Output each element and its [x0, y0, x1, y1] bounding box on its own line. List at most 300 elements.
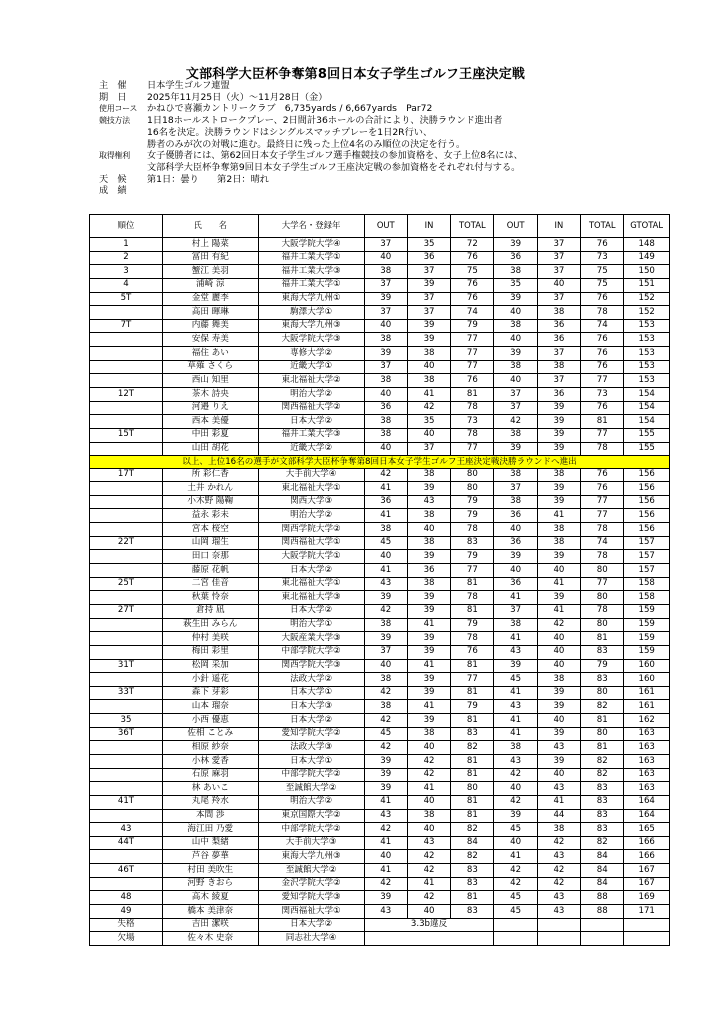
cell-rank: 17T	[90, 468, 163, 482]
cell-day2-total: 83	[581, 823, 624, 837]
cell-gtotal: 157	[624, 564, 670, 578]
table-row	[90, 755, 670, 769]
table-row	[90, 850, 670, 864]
cell-day1-total: 81	[451, 714, 494, 728]
cell-day1-total: 79	[451, 550, 494, 564]
cell-day2-out: 40	[494, 564, 537, 578]
cell-day2-out: 42	[494, 768, 537, 782]
cell-day2-out: 43	[494, 700, 537, 714]
cell-rank	[90, 782, 163, 796]
cell-day2-out: 39	[494, 292, 537, 306]
cell-rank: 49	[90, 905, 163, 919]
cell-day2-total: 77	[581, 577, 624, 591]
cell-name: 村田 美吹生	[162, 864, 258, 878]
cell-university: 日本大学①	[258, 755, 364, 769]
cell-university: 至誠館大学②	[258, 782, 364, 796]
cell-day2-out: 41	[494, 850, 537, 864]
cell-name: 田口 奈那	[162, 550, 258, 564]
format-label: 競技方法	[99, 116, 130, 126]
dq-note: 3.3b違反	[364, 918, 494, 932]
cell-day1-in: 39	[407, 673, 450, 687]
cell-rank	[90, 768, 163, 782]
table-row	[90, 809, 670, 823]
table-row	[90, 714, 670, 728]
cell-day2-total: 80	[581, 591, 624, 605]
cell-gtotal: 156	[624, 468, 670, 482]
table-row	[90, 864, 670, 878]
other-rows	[90, 468, 670, 918]
cell-day2-in: 39	[537, 550, 580, 564]
cell-rank	[90, 482, 163, 496]
cell-day2-total: 77	[581, 428, 624, 442]
qualification-notice-row	[90, 456, 670, 468]
dns-empty	[537, 932, 580, 946]
cell-day2-out: 43	[494, 755, 537, 769]
cell-day1-out: 37	[364, 306, 407, 320]
cell-day1-out: 39	[364, 292, 407, 306]
cell-rank: 7T	[90, 319, 163, 333]
cell-day1-out: 40	[364, 251, 407, 265]
cell-rank	[90, 850, 163, 864]
cell-name: 草薙 さくら	[162, 360, 258, 374]
cell-gtotal: 171	[624, 905, 670, 919]
cell-day2-out: 39	[494, 238, 537, 252]
cell-day1-out: 37	[364, 645, 407, 659]
cell-university: 法政大学③	[258, 741, 364, 755]
cell-day1-in: 42	[407, 891, 450, 905]
cell-day2-in: 40	[537, 645, 580, 659]
cell-gtotal: 161	[624, 700, 670, 714]
cell-day1-total: 77	[451, 360, 494, 374]
cell-name: 金堂 麗李	[162, 292, 258, 306]
event-info	[99, 80, 679, 197]
cell-name: 秋葉 怜奈	[162, 591, 258, 605]
cell-day1-in: 36	[407, 564, 450, 578]
cell-day2-in: 37	[537, 374, 580, 388]
format-line-1: 1日18ホールストロークプレー、2日間計36ホールの合計により、決勝ラウンド進出者	[147, 115, 503, 127]
cell-gtotal: 165	[624, 823, 670, 837]
cell-day2-out: 38	[494, 319, 537, 333]
cell-gtotal: 155	[624, 442, 670, 456]
cell-name: 高田 暉琳	[162, 306, 258, 320]
cell-rank	[90, 415, 163, 429]
header-day1-total: TOTAL	[451, 215, 494, 238]
cell-gtotal: 156	[624, 523, 670, 537]
cell-day1-total: 78	[451, 523, 494, 537]
cell-day2-out: 41	[494, 686, 537, 700]
cell-name: 石原 麻羽	[162, 768, 258, 782]
cell-rank: 2	[90, 251, 163, 265]
cell-name: 浦崎 涼	[162, 278, 258, 292]
dns-empty	[581, 932, 624, 946]
table-row	[90, 292, 670, 306]
cell-gtotal: 149	[624, 251, 670, 265]
cell-university: 福井工業大学①	[258, 251, 364, 265]
cell-rank	[90, 401, 163, 415]
cell-day2-out: 41	[494, 714, 537, 728]
cell-rank: 4	[90, 278, 163, 292]
cell-day2-in: 37	[537, 347, 580, 361]
cell-day2-total: 88	[581, 891, 624, 905]
cell-day1-out: 38	[364, 265, 407, 279]
cell-day2-out: 40	[494, 306, 537, 320]
cell-day2-in: 39	[537, 401, 580, 415]
cell-day1-in: 42	[407, 864, 450, 878]
cell-university: 日本大学②	[258, 564, 364, 578]
cell-day2-in: 38	[537, 536, 580, 550]
table-row	[90, 495, 670, 509]
cell-gtotal: 154	[624, 388, 670, 402]
cell-day1-total: 79	[451, 509, 494, 523]
cell-day2-in: 36	[537, 333, 580, 347]
cell-day2-in: 37	[537, 251, 580, 265]
table-row	[90, 727, 670, 741]
table-row	[90, 618, 670, 632]
cell-university: 東北福祉大学②	[258, 374, 364, 388]
cell-day2-total: 78	[581, 604, 624, 618]
cell-gtotal: 148	[624, 238, 670, 252]
cell-day2-total: 80	[581, 618, 624, 632]
period-label: 期 日	[99, 91, 127, 103]
cell-day1-total: 74	[451, 306, 494, 320]
cell-university: 法政大学②	[258, 673, 364, 687]
weather-label: 天 候	[99, 173, 127, 185]
cell-day2-out: 38	[494, 495, 537, 509]
cell-day1-in: 40	[407, 905, 450, 919]
cell-gtotal: 164	[624, 809, 670, 823]
special-rows	[90, 918, 670, 945]
cell-day1-in: 42	[407, 755, 450, 769]
cell-day1-total: 77	[451, 347, 494, 361]
cell-rank	[90, 333, 163, 347]
cell-day1-total: 81	[451, 795, 494, 809]
header-rank: 順位	[90, 215, 163, 238]
table-row	[90, 347, 670, 361]
table-row	[90, 306, 670, 320]
table-row	[90, 265, 670, 279]
cell-day1-total: 76	[451, 278, 494, 292]
cell-rank	[90, 741, 163, 755]
cell-day1-total: 76	[451, 292, 494, 306]
table-row	[90, 333, 670, 347]
cell-university: 駒澤大学①	[258, 306, 364, 320]
cell-university: 大手前大学③	[258, 836, 364, 850]
cell-university: 大阪学院大学④	[258, 238, 364, 252]
cell-day1-total: 77	[451, 442, 494, 456]
dq-empty	[581, 918, 624, 932]
cell-day2-total: 82	[581, 836, 624, 850]
dns-rank: 欠場	[90, 932, 163, 946]
format-line-3: 勝者のみが次の対戦に進む。最終日に残った上位4名のみ順位の決定を行う。	[147, 138, 466, 150]
cell-day1-in: 39	[407, 591, 450, 605]
cell-day2-out: 38	[494, 265, 537, 279]
cell-university: 関西福祉大学①	[258, 905, 364, 919]
cell-gtotal: 157	[624, 550, 670, 564]
cell-day2-out: 39	[494, 659, 537, 673]
header-day1-out: OUT	[364, 215, 407, 238]
cell-day2-out: 38	[494, 741, 537, 755]
cell-day1-out: 39	[364, 347, 407, 361]
cell-university: 日本大学③	[258, 700, 364, 714]
cell-rank: 15T	[90, 428, 163, 442]
cell-day1-total: 76	[451, 645, 494, 659]
cell-rank	[90, 877, 163, 891]
cell-rank	[90, 374, 163, 388]
dns-empty	[624, 932, 670, 946]
cell-day2-total: 83	[581, 795, 624, 809]
cell-day2-total: 78	[581, 306, 624, 320]
cell-name: 茶木 詩央	[162, 388, 258, 402]
cell-gtotal: 153	[624, 360, 670, 374]
organizer-value: 日本学生ゴルフ連盟	[147, 80, 230, 91]
cell-gtotal: 159	[624, 632, 670, 646]
cell-day2-total: 74	[581, 536, 624, 550]
cell-day1-out: 40	[364, 550, 407, 564]
header-day2-total: TOTAL	[581, 215, 624, 238]
cell-gtotal: 154	[624, 401, 670, 415]
cell-day2-in: 36	[537, 388, 580, 402]
cell-day2-in: 39	[537, 442, 580, 456]
cell-day1-out: 38	[364, 523, 407, 537]
cell-name: 山中 梨緒	[162, 836, 258, 850]
cell-rank: 22T	[90, 536, 163, 550]
cell-rank	[90, 509, 163, 523]
cell-rank	[90, 618, 163, 632]
cell-rank: 33T	[90, 686, 163, 700]
cell-day1-in: 42	[407, 401, 450, 415]
table-row	[90, 905, 670, 919]
cell-day2-total: 83	[581, 673, 624, 687]
cell-day2-in: 39	[537, 686, 580, 700]
cell-day1-in: 39	[407, 714, 450, 728]
cell-name: 山岡 瑠生	[162, 536, 258, 550]
cell-day1-out: 43	[364, 577, 407, 591]
cell-day2-in: 37	[537, 238, 580, 252]
cell-day1-out: 39	[364, 768, 407, 782]
cell-day2-total: 88	[581, 905, 624, 919]
table-row	[90, 645, 670, 659]
course-value: かねひで喜瀬カントリークラブ 6,735yards / 6,667yards Par72	[147, 103, 433, 115]
cell-day1-in: 38	[407, 577, 450, 591]
cell-day2-total: 83	[581, 782, 624, 796]
dns-univ: 同志社大学④	[258, 932, 364, 946]
cell-university: 近畿大学①	[258, 360, 364, 374]
cell-day1-out: 43	[364, 809, 407, 823]
cell-university: 中部学院大学②	[258, 645, 364, 659]
cell-name: 相原 紗奈	[162, 741, 258, 755]
cell-name: 丸尾 羚水	[162, 795, 258, 809]
cell-day1-total: 82	[451, 850, 494, 864]
cell-day1-total: 78	[451, 428, 494, 442]
cell-day2-total: 82	[581, 700, 624, 714]
cell-day2-total: 76	[581, 468, 624, 482]
cell-day2-in: 43	[537, 905, 580, 919]
cell-day2-in: 41	[537, 577, 580, 591]
cell-day2-total: 76	[581, 292, 624, 306]
cell-day2-out: 45	[494, 891, 537, 905]
cell-day2-in: 43	[537, 741, 580, 755]
cell-rank	[90, 809, 163, 823]
cell-day1-in: 38	[407, 347, 450, 361]
header-day2-out: OUT	[494, 215, 537, 238]
table-row	[90, 659, 670, 673]
cell-rank: 1	[90, 238, 163, 252]
cell-rank: 48	[90, 891, 163, 905]
cell-day1-in: 38	[407, 727, 450, 741]
cell-name: 小林 愛香	[162, 755, 258, 769]
cell-day2-out: 43	[494, 645, 537, 659]
cell-gtotal: 158	[624, 591, 670, 605]
cell-day1-out: 37	[364, 360, 407, 374]
cell-day1-in: 39	[407, 319, 450, 333]
results-table	[89, 214, 670, 946]
cell-day1-out: 36	[364, 401, 407, 415]
table-row	[90, 401, 670, 415]
cell-name: 土井 かれん	[162, 482, 258, 496]
cell-university: 近畿大学②	[258, 442, 364, 456]
cell-gtotal: 156	[624, 509, 670, 523]
cell-university: 福井工業大学①	[258, 278, 364, 292]
weather-value: 第1日：曇り 第2日：晴れ	[147, 173, 269, 185]
cell-day2-total: 78	[581, 550, 624, 564]
cell-day1-in: 38	[407, 468, 450, 482]
cell-day1-total: 83	[451, 864, 494, 878]
cell-day1-out: 40	[364, 659, 407, 673]
cell-day1-in: 38	[407, 809, 450, 823]
cell-university: 大阪学院大学③	[258, 333, 364, 347]
cell-day2-in: 38	[537, 306, 580, 320]
cell-gtotal: 150	[624, 265, 670, 279]
table-row-dns	[90, 932, 670, 946]
cell-day1-total: 80	[451, 468, 494, 482]
cell-day1-in: 40	[407, 823, 450, 837]
organizer-row	[99, 80, 679, 92]
dq-rank: 失格	[90, 918, 163, 932]
table-row	[90, 564, 670, 578]
cell-rank: 43	[90, 823, 163, 837]
table-row	[90, 577, 670, 591]
cell-day1-in: 38	[407, 509, 450, 523]
cell-day1-out: 38	[364, 428, 407, 442]
cell-day2-total: 76	[581, 238, 624, 252]
cell-day2-in: 37	[537, 265, 580, 279]
cell-university: 福井工業大学③	[258, 428, 364, 442]
cell-name: 小針 遥花	[162, 673, 258, 687]
cell-day2-out: 38	[494, 468, 537, 482]
cell-day2-in: 39	[537, 727, 580, 741]
cell-rank	[90, 700, 163, 714]
cell-day1-out: 39	[364, 755, 407, 769]
header-day2-in: IN	[537, 215, 580, 238]
cell-day1-in: 37	[407, 265, 450, 279]
cell-day1-out: 40	[364, 319, 407, 333]
cell-rank	[90, 523, 163, 537]
table-row-dq	[90, 918, 670, 932]
dq-empty	[624, 918, 670, 932]
cell-rank: 35	[90, 714, 163, 728]
cell-day1-out: 38	[364, 673, 407, 687]
cell-university: 東北福祉大学①	[258, 482, 364, 496]
cell-day2-total: 81	[581, 632, 624, 646]
cell-day1-out: 40	[364, 388, 407, 402]
cell-university: 東海大学九州③	[258, 850, 364, 864]
cell-day1-in: 37	[407, 306, 450, 320]
cell-university: 関西学院大学③	[258, 659, 364, 673]
cell-day2-in: 40	[537, 768, 580, 782]
cell-day2-out: 41	[494, 591, 537, 605]
cell-rank: 3	[90, 265, 163, 279]
cell-day1-out: 36	[364, 495, 407, 509]
cell-name: 冨田 有紀	[162, 251, 258, 265]
cell-gtotal: 167	[624, 864, 670, 878]
cell-rank: 25T	[90, 577, 163, 591]
rights-line-2: 文部科学大臣杯争奪第9回日本女子学生ゴルフ王座決定戦の参加資格をそれぞれ付与する。	[147, 161, 521, 173]
cell-day2-in: 43	[537, 891, 580, 905]
rights-label: 取得権利	[99, 151, 130, 161]
cell-rank	[90, 550, 163, 564]
cell-day2-in: 42	[537, 836, 580, 850]
qualification-notice: 以上、上位16名の選手が文部科学大臣杯争奪第8回日本女子学生ゴルフ王座決定戦決勝ラウンドへ進出	[90, 456, 670, 468]
qualified-rows	[90, 238, 670, 456]
cell-day2-total: 75	[581, 278, 624, 292]
weather-row	[99, 174, 679, 186]
cell-gtotal: 159	[624, 604, 670, 618]
cell-day1-in: 40	[407, 795, 450, 809]
cell-day1-total: 83	[451, 536, 494, 550]
table-row	[90, 536, 670, 550]
cell-day2-in: 38	[537, 823, 580, 837]
cell-day1-total: 77	[451, 333, 494, 347]
cell-name: 仲村 美咲	[162, 632, 258, 646]
cell-name: 小木野 陽鞠	[162, 495, 258, 509]
cell-university: 愛知学院大学③	[258, 891, 364, 905]
cell-name: 河邉 りえ	[162, 401, 258, 415]
cell-day2-in: 41	[537, 795, 580, 809]
cell-day2-out: 41	[494, 632, 537, 646]
cell-gtotal: 153	[624, 347, 670, 361]
cell-day1-out: 40	[364, 850, 407, 864]
cell-name: 河野 きおら	[162, 877, 258, 891]
table-row	[90, 877, 670, 891]
cell-day1-total: 80	[451, 482, 494, 496]
table-row	[90, 836, 670, 850]
format-row	[99, 115, 679, 127]
cell-day2-in: 40	[537, 632, 580, 646]
cell-gtotal: 161	[624, 686, 670, 700]
cell-day1-out: 42	[364, 877, 407, 891]
cell-day2-out: 39	[494, 550, 537, 564]
cell-day1-out: 41	[364, 836, 407, 850]
rights-row	[99, 150, 679, 162]
cell-university: 日本大学②	[258, 415, 364, 429]
cell-day1-total: 79	[451, 495, 494, 509]
cell-university: 関西福祉大学①	[258, 536, 364, 550]
cell-day1-in: 35	[407, 415, 450, 429]
cell-day1-out: 38	[364, 618, 407, 632]
cell-day1-out: 38	[364, 374, 407, 388]
cell-day1-in: 39	[407, 645, 450, 659]
cell-day1-in: 38	[407, 536, 450, 550]
cell-name: 蟹江 美羽	[162, 265, 258, 279]
cell-day1-out: 39	[364, 591, 407, 605]
cell-university: 明治大学②	[258, 795, 364, 809]
cell-day1-in: 39	[407, 632, 450, 646]
cell-gtotal: 163	[624, 755, 670, 769]
table-row	[90, 374, 670, 388]
cell-day2-total: 77	[581, 374, 624, 388]
cell-day1-in: 39	[407, 686, 450, 700]
cell-day2-out: 36	[494, 251, 537, 265]
